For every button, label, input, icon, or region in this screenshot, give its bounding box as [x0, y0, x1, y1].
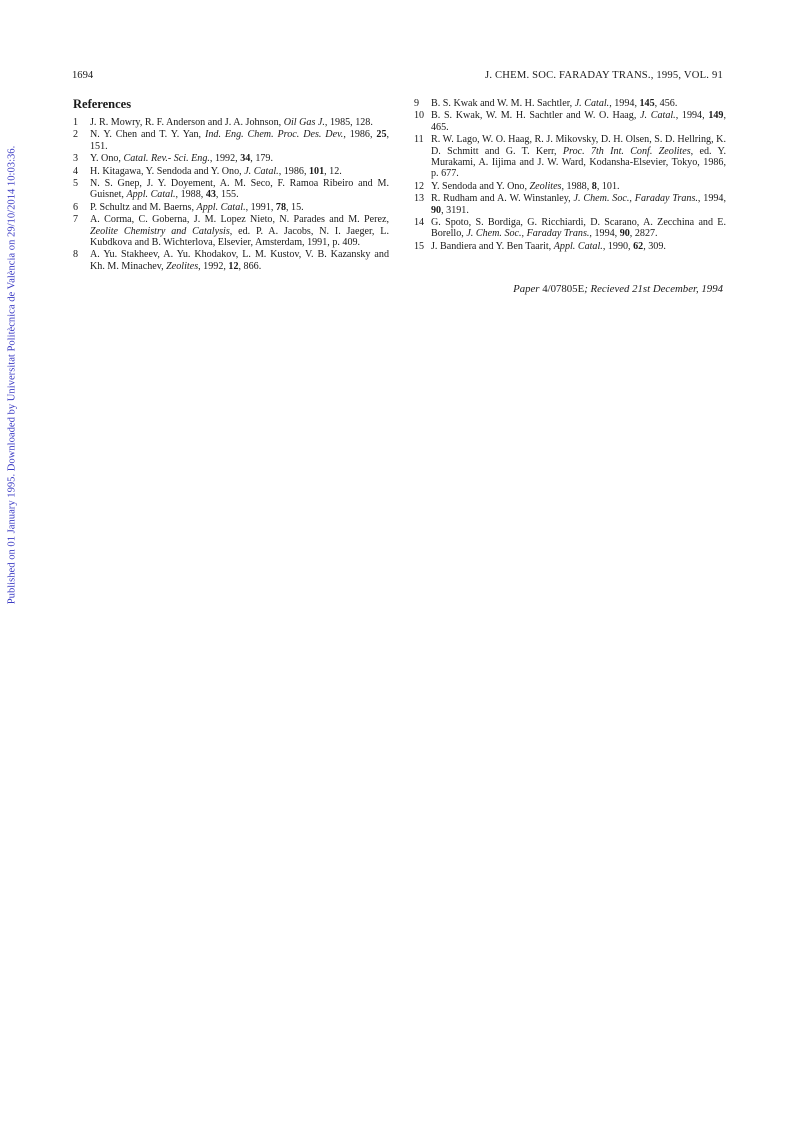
reference-number: 2	[73, 129, 79, 141]
reference-item	[414, 181, 726, 192]
reference-segment: , 151.	[90, 129, 390, 152]
reference-journal: Proc. 7th Int. Conf. Zeolites	[562, 145, 691, 157]
reference-text	[90, 117, 389, 128]
reference-journal: Zeolites	[529, 180, 562, 192]
reference-journal: J. Catal.	[574, 98, 610, 109]
reference-number: 3	[73, 153, 79, 165]
reference-segment: , 179.	[250, 153, 273, 165]
reference-segment: J. Bandiera and Y. Ben Taarit,	[431, 240, 554, 252]
reference-segment: , 1988,	[561, 180, 592, 192]
reference-number: 5	[73, 178, 79, 190]
reference-segment: B. S. Kwak, W. M. H. Sachtler and W. O. Haag,	[431, 110, 641, 122]
references-heading: References	[73, 97, 132, 111]
reference-number: 12	[414, 180, 425, 192]
reference-segment: , 1994,	[697, 193, 726, 205]
reference-journal: J. Catal.	[640, 110, 676, 122]
reference-segment: , 101.	[596, 180, 620, 192]
reference-segment: P. Schultz and M. Baerns,	[90, 201, 197, 213]
reference-text	[90, 178, 389, 201]
reference-item	[73, 166, 389, 177]
reference-volume: 90	[619, 228, 630, 240]
reference-number: 6	[73, 201, 79, 213]
reference-number: 11	[414, 134, 424, 146]
reference-journal: Oil Gas J.	[283, 117, 325, 128]
reference-segment: , 1994,	[589, 228, 620, 240]
reference-journal: Zeolites	[166, 260, 199, 272]
reference-segment: G. Spoto, S. Bordiga, G. Ricchiardi, D. Scarano, A. Zecchina and E. Borello,	[431, 217, 726, 240]
reference-number: 1	[73, 117, 79, 128]
reference-text	[431, 134, 726, 180]
reference-text	[431, 241, 726, 252]
reference-segment: , 15.	[286, 201, 304, 213]
references-column-right	[414, 98, 726, 253]
paper-received-line	[513, 283, 723, 295]
reference-volume: 34	[240, 153, 251, 165]
reference-journal: Appl. Catal.	[553, 240, 603, 252]
reference-segment: A. Corma, C. Goberna, J. M. Lopez Nieto, N. Parades and M. Perez,	[90, 214, 389, 226]
reference-segment: , 1994,	[675, 110, 709, 122]
reference-segment: , 866.	[238, 260, 262, 272]
reference-segment: A. Yu. Stakheev, A. Yu. Khodakov, L. M. Kustov, V. B. Kazansky and Kh. M. Minachev,	[90, 249, 389, 272]
download-watermark-text: Published on 01 January 1995. Downloaded by Universitat Politècnica de València on 29/10/2014 10:03:36.	[6, 145, 18, 605]
reference-segment: , 3191.	[441, 204, 469, 216]
reference-journal: Appl. Catal.	[196, 201, 246, 213]
reference-volume: 145	[639, 98, 655, 109]
reference-segment: R. W. Lago, W. O. Haag, R. J. Mikovsky, D. H. Olsen, S. D. Hellring, K. D. Schmitt and G. T. Kerr,	[431, 134, 726, 157]
reference-segment: R. Rudham and A. W. Winstanley,	[431, 193, 574, 205]
reference-segment: , 155.	[215, 189, 239, 201]
reference-number: 10	[414, 110, 425, 122]
reference-number: 4	[73, 165, 79, 177]
reference-item	[73, 178, 389, 201]
reference-number: 14	[414, 217, 425, 229]
reference-segment: , 1992,	[198, 260, 229, 272]
reference-volume: 62	[633, 240, 644, 252]
reference-text	[90, 249, 389, 272]
reference-text	[431, 193, 726, 216]
reference-text	[431, 110, 726, 133]
received-date: ; Recieved 21st December, 1994	[584, 283, 723, 295]
reference-segment: , 1986,	[278, 165, 309, 177]
reference-segment: , 1991,	[245, 201, 276, 213]
running-head: J. CHEM. SOC. FARADAY TRANS., 1995, VOL. 91	[485, 70, 723, 81]
reference-number: 13	[414, 193, 425, 205]
reference-item	[73, 202, 389, 213]
reference-item	[414, 193, 726, 216]
reference-segment: , 1992,	[209, 153, 241, 165]
reference-number: 15	[414, 240, 425, 252]
reference-text	[431, 217, 726, 240]
reference-text	[431, 98, 726, 109]
reference-item	[73, 129, 389, 152]
reference-segment: , 1985, 128.	[324, 117, 373, 128]
reference-journal: J. Chem. Soc., Faraday Trans.	[573, 193, 698, 205]
reference-journal: J. Chem. Soc., Faraday Trans.	[466, 228, 590, 240]
reference-segment: , 1988,	[175, 189, 206, 201]
reference-segment: B. S. Kwak and W. M. H. Sachtler,	[431, 98, 575, 109]
reference-journal: Zeolite Chemistry and Catalysis	[90, 225, 230, 237]
reference-item	[73, 249, 389, 272]
page-number: 1694	[72, 70, 94, 81]
reference-segment: , 309.	[643, 240, 666, 252]
reference-volume: 78	[275, 201, 286, 213]
reference-volume: 149	[708, 110, 724, 122]
reference-segment: H. Kitagawa, Y. Sendoda and Y. Ono,	[90, 165, 245, 177]
reference-text	[431, 181, 726, 192]
references-column-left	[73, 117, 389, 273]
reference-segment: , 12.	[324, 165, 342, 177]
reference-segment: , 1994,	[609, 98, 640, 109]
reference-journal: Appl. Catal.	[126, 189, 176, 201]
reference-text	[90, 166, 389, 177]
reference-segment: J. R. Mowry, R. F. Anderson and J. A. Johnson,	[90, 117, 284, 128]
reference-segment: Y. Sendoda and Y. Ono,	[431, 180, 530, 192]
reference-segment: N. Y. Chen and T. Y. Yan,	[90, 129, 205, 141]
reference-segment: , ed. Y. Murakami, A. Iijima and J. W. Ward, Kodansha-Elsevier, Tokyo, 1986, p. 677.	[431, 145, 726, 180]
reference-volume: 25	[376, 129, 387, 141]
reference-segment: , 456.	[654, 98, 678, 109]
reference-journal: Ind. Eng. Chem. Proc. Des. Dev.	[204, 129, 344, 141]
reference-item	[414, 110, 726, 133]
reference-text	[90, 129, 389, 152]
reference-text	[90, 153, 389, 164]
reference-item	[73, 214, 389, 248]
reference-volume: 43	[205, 189, 216, 201]
reference-number: 7	[73, 214, 79, 226]
reference-segment: , ed. P. A. Jacobs, N. I. Jaeger, L. Kubdkova and B. Wichterlova, Elsevier, Amsterdam, 1991, p. 409.	[90, 225, 389, 249]
reference-segment: , 2827.	[629, 228, 658, 240]
paper-label: Paper	[513, 283, 540, 295]
reference-segment: , 465.	[431, 110, 726, 133]
reference-volume: 12	[228, 260, 239, 272]
reference-number: 8	[73, 249, 79, 261]
reference-segment: Y. Ono,	[90, 153, 124, 165]
reference-item	[414, 241, 726, 252]
reference-item	[414, 217, 726, 240]
reference-journal: J. Catal.	[244, 165, 279, 177]
reference-text	[90, 214, 389, 248]
reference-volume: 8	[591, 180, 597, 192]
reference-item	[414, 98, 726, 109]
reference-volume: 90	[431, 204, 442, 216]
reference-number: 9	[414, 98, 420, 109]
reference-segment: , 1986,	[343, 129, 377, 141]
reference-text	[90, 202, 389, 213]
reference-journal: Catal. Rev.- Sci. Eng.	[123, 153, 210, 165]
reference-segment: , 1990,	[602, 240, 634, 252]
paper-id: 4/07805E	[542, 283, 585, 295]
reference-item	[73, 153, 389, 164]
reference-item	[73, 117, 389, 128]
reference-item	[414, 134, 726, 180]
reference-volume: 101	[308, 165, 325, 177]
reference-segment: N. S. Gnep, J. Y. Doyement, A. M. Seco, F. Ramoa Ribeiro and M. Guisnet,	[90, 178, 389, 201]
download-watermark	[6, 50, 18, 700]
